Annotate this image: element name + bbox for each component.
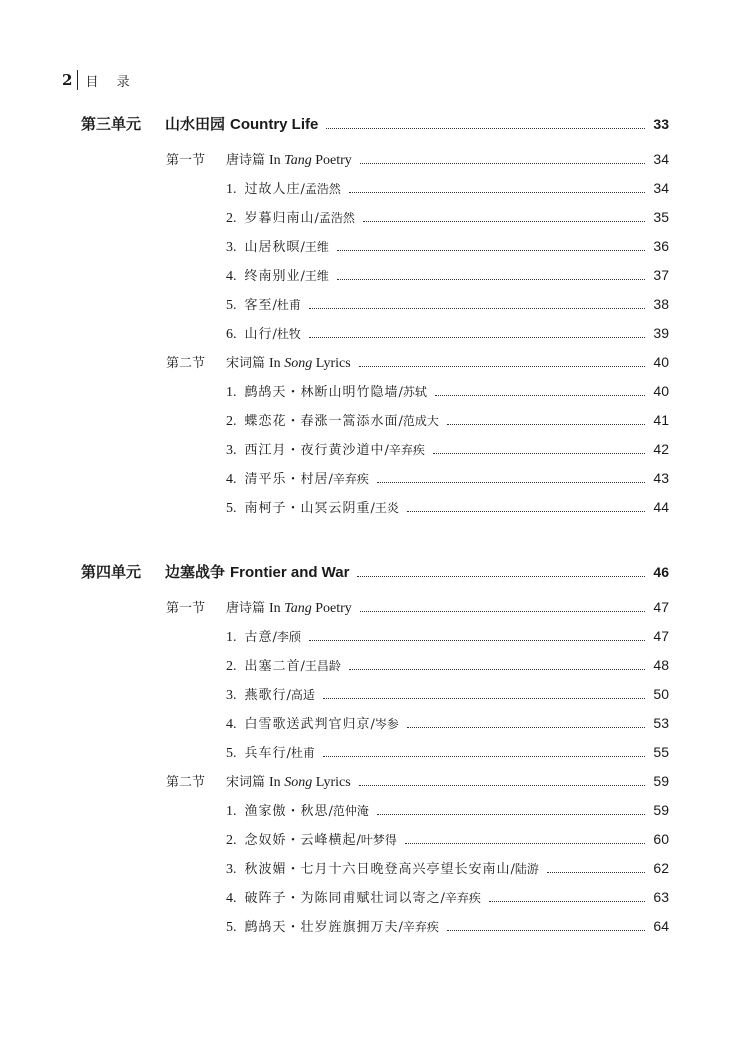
section-label: 第一节 <box>166 601 206 616</box>
dot-leader <box>349 669 645 670</box>
running-head <box>62 70 137 90</box>
poem-author: 高适 <box>290 688 315 702</box>
section-title-en-em: Song <box>284 775 313 790</box>
dot-leader <box>489 901 645 902</box>
dot-leader <box>359 785 645 786</box>
separator: / <box>272 298 277 313</box>
page-ref: 37 <box>653 267 669 283</box>
separator: / <box>440 891 445 906</box>
poem-title: 燕歌行 <box>244 688 287 703</box>
separator: / <box>328 804 333 819</box>
poem-title: 客至 <box>244 298 273 313</box>
poem-entry[interactable] <box>226 178 669 198</box>
page-ref: 39 <box>653 325 669 341</box>
page-ref: 47 <box>653 628 669 644</box>
poem-author: 孟浩然 <box>304 182 341 196</box>
poem-number: 3. <box>226 240 237 255</box>
dot-leader <box>326 128 645 129</box>
dot-leader <box>337 279 645 280</box>
section-label: 第二节 <box>166 775 206 790</box>
page-ref: 59 <box>653 802 669 818</box>
section-label: 第二节 <box>166 356 206 371</box>
poem-entry[interactable] <box>226 742 669 762</box>
section-title-en-pre: In <box>269 601 285 616</box>
poem-entry[interactable] <box>226 497 669 517</box>
page-ref: 50 <box>653 686 669 702</box>
dot-leader <box>435 395 645 396</box>
dot-leader <box>309 308 645 309</box>
poem-number: 2. <box>226 211 237 226</box>
poem-entry[interactable] <box>226 829 669 849</box>
poem-title: 白雪歌送武判官归京 <box>244 717 371 732</box>
separator: / <box>300 240 305 255</box>
section-entry[interactable] <box>166 771 669 791</box>
poem-entry[interactable] <box>226 236 669 256</box>
page-ref: 55 <box>653 744 669 760</box>
poem-entry[interactable] <box>226 626 669 646</box>
dot-leader <box>357 576 645 577</box>
unit-title-en: Frontier and War <box>230 564 350 581</box>
section-title-en-pre: In <box>269 775 285 790</box>
poem-entry[interactable] <box>226 439 669 459</box>
dot-leader <box>337 250 645 251</box>
poem-number: 1. <box>226 385 237 400</box>
poem-number: 4. <box>226 717 237 732</box>
poem-title: 出塞二首 <box>244 659 301 674</box>
poem-title: 终南别业 <box>244 269 301 284</box>
page-ref: 40 <box>653 354 669 370</box>
dot-leader <box>360 611 645 612</box>
dot-leader <box>447 424 645 425</box>
page-ref: 47 <box>653 599 669 615</box>
section-title-cn: 宋词篇 <box>226 356 266 371</box>
poem-entry[interactable] <box>226 713 669 733</box>
page-ref: 63 <box>653 889 669 905</box>
separator: / <box>286 688 291 703</box>
unit-label: 第三单元 <box>81 115 142 133</box>
poem-title: 古意 <box>244 630 273 645</box>
section-title-en-em: Tang <box>284 601 312 616</box>
poem-title: 南柯子・山冥云阴重 <box>244 501 371 516</box>
unit-title-en: Country Life <box>230 116 319 133</box>
page-ref: 64 <box>653 918 669 934</box>
separator: / <box>384 443 389 458</box>
poem-title: 过故人庄 <box>244 182 301 197</box>
page-ref: 40 <box>653 383 669 399</box>
poem-number: 6. <box>226 327 237 342</box>
page-ref: 59 <box>653 773 669 789</box>
poem-title: 秋波媚・七月十六日晚登高兴亭望长安南山 <box>244 862 511 877</box>
poem-title: 岁暮归南山 <box>244 211 315 226</box>
poem-author: 王维 <box>304 240 329 254</box>
poem-author: 辛弃疾 <box>402 920 439 934</box>
page-ref: 34 <box>653 180 669 196</box>
section-title-cn: 宋词篇 <box>226 775 266 790</box>
poem-author: 陆游 <box>514 862 539 876</box>
poem-author: 李颀 <box>276 630 301 644</box>
page-ref: 36 <box>653 238 669 254</box>
running-head-title: 目 录 <box>85 74 137 90</box>
page-ref: 42 <box>653 441 669 457</box>
poem-author: 范成大 <box>402 414 439 428</box>
page-ref: 46 <box>653 564 669 580</box>
page-ref: 35 <box>653 209 669 225</box>
poem-number: 2. <box>226 659 237 674</box>
poem-number: 5. <box>226 746 237 761</box>
poem-title: 念奴娇・云峰横起 <box>244 833 357 848</box>
dot-leader <box>349 192 645 193</box>
section-title-en-post: Poetry <box>311 601 352 616</box>
dot-leader <box>309 640 645 641</box>
poem-number: 1. <box>226 630 237 645</box>
dot-leader <box>360 163 645 164</box>
unit-label: 第四单元 <box>81 563 142 581</box>
page-ref: 48 <box>653 657 669 673</box>
section-title-en-em: Song <box>284 356 313 371</box>
section-label: 第一节 <box>166 153 206 168</box>
page-ref: 44 <box>653 499 669 515</box>
dot-leader <box>407 727 645 728</box>
poem-title: 渔家傲・秋思 <box>244 804 329 819</box>
unit-entry[interactable] <box>81 561 669 582</box>
separator: / <box>272 327 277 342</box>
poem-title: 蝶恋花・春涨一篙添水面 <box>244 414 399 429</box>
dot-leader <box>377 814 645 815</box>
page-ref: 33 <box>653 116 669 132</box>
poem-entry[interactable] <box>226 265 669 285</box>
section-title-en-em: Tang <box>284 153 312 168</box>
poem-number: 1. <box>226 804 237 819</box>
separator: / <box>398 920 403 935</box>
page-ref: 43 <box>653 470 669 486</box>
section-entry[interactable] <box>166 149 669 169</box>
section-title-en-pre: In <box>269 153 285 168</box>
poem-entry[interactable] <box>226 655 669 675</box>
dot-leader <box>377 482 645 483</box>
running-head-divider <box>77 70 78 90</box>
section-title-en-post: Lyrics <box>312 775 351 790</box>
poem-author: 王昌龄 <box>304 659 341 673</box>
poem-author: 苏轼 <box>402 385 427 399</box>
poem-number: 3. <box>226 862 237 877</box>
poem-number: 3. <box>226 443 237 458</box>
section-entry[interactable] <box>166 597 669 617</box>
poem-author: 杜牧 <box>276 327 301 341</box>
poem-author: 孟浩然 <box>318 211 355 225</box>
poem-title: 鹧鸪天・壮岁旌旗拥万夫 <box>244 920 399 935</box>
separator: / <box>370 501 375 516</box>
poem-title: 清平乐・村居 <box>244 472 329 487</box>
poem-author: 范仲淹 <box>332 804 369 818</box>
poem-title: 山居秋暝 <box>244 240 301 255</box>
poem-author: 叶梦得 <box>360 833 397 847</box>
page-ref: 38 <box>653 296 669 312</box>
unit-title-cn: 边塞战争 <box>165 563 226 581</box>
dot-leader <box>447 930 645 931</box>
separator: / <box>300 182 305 197</box>
poem-entry[interactable] <box>226 294 669 314</box>
poem-number: 5. <box>226 298 237 313</box>
section-title-cn: 唐诗篇 <box>226 153 266 168</box>
separator: / <box>356 833 361 848</box>
poem-entry[interactable] <box>226 381 669 401</box>
dot-leader <box>363 221 645 222</box>
poem-number: 1. <box>226 182 237 197</box>
poem-number: 5. <box>226 920 237 935</box>
dot-leader <box>323 756 645 757</box>
poem-author: 王炎 <box>374 501 399 515</box>
page-ref: 41 <box>653 412 669 428</box>
section-title-en-pre: In <box>269 356 285 371</box>
section-title-en-post: Lyrics <box>312 356 351 371</box>
poem-entry[interactable] <box>226 684 669 704</box>
section-title-en <box>269 601 352 617</box>
poem-author: 辛弃疾 <box>332 472 369 486</box>
page-ref: 62 <box>653 860 669 876</box>
separator: / <box>510 862 515 877</box>
poem-title: 山行 <box>244 327 273 342</box>
poem-number: 4. <box>226 472 237 487</box>
separator: / <box>398 414 403 429</box>
section-title-en <box>269 356 351 372</box>
poem-entry[interactable] <box>226 323 669 343</box>
poem-number: 2. <box>226 414 237 429</box>
poem-number: 3. <box>226 688 237 703</box>
unit-entry[interactable] <box>81 113 669 134</box>
dot-leader <box>309 337 645 338</box>
section-title-cn: 唐诗篇 <box>226 601 266 616</box>
separator: / <box>300 659 305 674</box>
poem-title: 西江月・夜行黄沙道中 <box>244 443 385 458</box>
page-ref: 34 <box>653 151 669 167</box>
page-ref: 53 <box>653 715 669 731</box>
unit-title-cn: 山水田园 <box>165 115 226 133</box>
separator: / <box>314 211 319 226</box>
section-title-en <box>269 775 351 791</box>
poem-entry[interactable] <box>226 858 669 878</box>
section-title-en-post: Poetry <box>311 153 352 168</box>
dot-leader <box>407 511 645 512</box>
poem-entry[interactable] <box>226 468 669 488</box>
dot-leader <box>359 366 645 367</box>
poem-entry[interactable] <box>226 887 669 907</box>
dot-leader <box>547 872 645 873</box>
poem-title: 兵车行 <box>244 746 287 761</box>
poem-number: 4. <box>226 891 237 906</box>
poem-number: 4. <box>226 269 237 284</box>
separator: / <box>286 746 291 761</box>
poem-entry[interactable] <box>226 207 669 227</box>
separator: / <box>328 472 333 487</box>
poem-entry[interactable] <box>226 800 669 820</box>
separator: / <box>398 385 403 400</box>
poem-title: 破阵子・为陈同甫赋壮词以寄之 <box>244 891 441 906</box>
poem-author: 辛弃疾 <box>388 443 425 457</box>
dot-leader <box>433 453 645 454</box>
poem-author: 杜甫 <box>276 298 301 312</box>
page-number: 2 <box>62 71 73 89</box>
dot-leader <box>405 843 645 844</box>
poem-author: 岑参 <box>374 717 399 731</box>
separator: / <box>272 630 277 645</box>
poem-author: 杜甫 <box>290 746 315 760</box>
poem-author: 王维 <box>304 269 329 283</box>
poem-entry[interactable] <box>226 916 669 936</box>
poem-author: 辛弃疾 <box>444 891 481 905</box>
separator: / <box>300 269 305 284</box>
dot-leader <box>323 698 645 699</box>
section-title-en <box>269 153 352 169</box>
poem-title: 鹧鸪天・林断山明竹隐墙 <box>244 385 399 400</box>
poem-number: 5. <box>226 501 237 516</box>
page-ref: 60 <box>653 831 669 847</box>
section-entry[interactable] <box>166 352 669 372</box>
poem-number: 2. <box>226 833 237 848</box>
poem-entry[interactable] <box>226 410 669 430</box>
separator: / <box>370 717 375 732</box>
